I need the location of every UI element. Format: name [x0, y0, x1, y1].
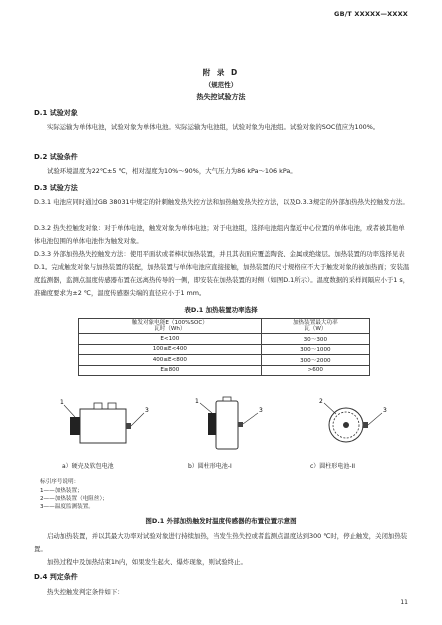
figure-prismatic-cell [50, 395, 160, 459]
figure-caption: 图D.1 外部加热触发时温度传感器的布置位置示意图 [145, 517, 297, 525]
legend-item: 2——加热装置（电阻丝）； [40, 496, 108, 502]
table-cell-power: 300～1000 [261, 344, 369, 355]
leader-line [324, 403, 336, 414]
label-number-2: 2 [319, 398, 323, 405]
subfigure-caption-a: a）硬壳及软包电池 [62, 463, 114, 470]
leader-line [131, 413, 144, 426]
table-cell-energy: 400≤E<800 [79, 355, 262, 366]
section-d2-heading: D.2 试验条件 [34, 153, 78, 161]
temperature-sensor [363, 422, 368, 428]
heater-block [208, 413, 216, 435]
prismatic-cell-body [80, 409, 126, 443]
leader-line [64, 405, 75, 417]
section-d4-text: 热失控触发判定条件如下： [47, 588, 124, 596]
table-cell-energy: E≥800 [79, 365, 262, 376]
legend-item: 3——温度监测装置。 [40, 504, 94, 510]
cell-core [343, 422, 349, 428]
legend-item: 1——加热装置； [40, 488, 83, 494]
header-energy-line2: 瓦时（Wh） [154, 326, 186, 332]
cell-terminal [94, 403, 102, 409]
cell-terminal [223, 397, 231, 401]
leader-line [200, 403, 212, 413]
legend-title: 标引序号说明： [40, 479, 80, 485]
temperature-sensor [238, 422, 243, 427]
section-d4-heading: D.4 判定条件 [34, 573, 78, 581]
appendix-type: （规范性） [204, 81, 238, 89]
table-cell-power: >600 [261, 365, 369, 376]
header-power-line1: 加热装置最大功率 [292, 319, 338, 326]
table-header-energy [79, 319, 262, 334]
table-header-power [261, 319, 369, 334]
power-selection-table [78, 318, 370, 376]
table-cell-energy: 100≤E<400 [79, 344, 262, 355]
paragraph-heating-start: 启动加热装置，并以其最大功率对试验对象进行持续加热，当发生热失控或者监测点温度达到300 ℃时，停止触发，关闭加热装置。 [34, 532, 408, 553]
paragraph-heating-end: 加热过程中及加热结束1h内，如果发生起火、爆炸现象，则试验终止。 [47, 558, 247, 566]
leader-line [368, 413, 382, 425]
clause-d3-1: D.3.1 电池应同时通过GB 38031中规定的针刺触发热失控方法和加热触发热失控方法，以及D.3.3规定的外部加热热失控触发方法。 [34, 198, 409, 206]
appendix-label: 附 录 D [202, 68, 240, 77]
temperature-sensor [126, 423, 131, 429]
table-row [79, 334, 370, 345]
table-row [79, 344, 370, 355]
leader-line [243, 413, 258, 424]
table-cell-power: 30～300 [261, 334, 369, 345]
label-number-1: 1 [195, 398, 199, 405]
heater-block [70, 417, 80, 435]
clause-d3-3: D.3.3 外部加热热失控触发方法：使用平面状或者棒状加热装置，并且其表面应覆盖陶瓷、金属或绝缘层。加热装置的功率选择见表D.1。完成触发对象与加热装置的装配，加热装置与单体电池应直接接触，加热装置的尺寸规格应不大于触发对象的被加热面；安装温度监测器，监测点温度传感器布置在远离热传导的一侧，即安装在加热装置的对侧（如图D.1所示）。温度数据的采样间隔应小于1 s，准确度要求为±2 ℃，温度传感器尖端的直径应小于1 mm。 [34, 250, 410, 297]
header-energy-line1: 触发对象电能E（100%SOC） [131, 319, 208, 326]
table-header-row [79, 319, 370, 334]
figure-cylindrical-cell-1 [178, 395, 278, 459]
table-cell-energy: E<100 [79, 334, 262, 345]
page-number: 11 [400, 599, 408, 606]
label-number-1: 1 [60, 399, 64, 406]
label-number-3: 3 [145, 407, 149, 414]
label-number-3: 3 [259, 407, 263, 414]
standard-number: GB/T XXXXX—XXXX [334, 10, 408, 18]
section-d2-text: 试验环境温度为22℃±5 ℃，相对湿度为10%～90%，大气压力为86 kPa～106 kPa。 [47, 167, 297, 175]
section-d3-heading: D.3 试验方法 [34, 184, 78, 192]
subfigure-caption-c: c）圆柱形电池-II [310, 463, 356, 470]
cell-terminal [108, 403, 116, 409]
table-caption: 表D.1 加热装置功率选择 [184, 306, 258, 314]
section-d1-heading: D.1 试验对象 [34, 109, 78, 117]
section-d1-text: 实际运输为单体电池，试验对象为单体电池。实际运输为电池组，试验对象为电池组。试验对象的SOC值应为100%。 [47, 123, 380, 131]
figure-cylindrical-cell-2 [300, 395, 400, 459]
cylindrical-cell-body [216, 401, 238, 449]
table-cell-power: 300～2000 [261, 355, 369, 366]
table-row [79, 355, 370, 366]
subfigure-caption-b: b）圆柱形电池-I [188, 463, 232, 470]
header-power-line2: 瓦（W） [304, 326, 327, 332]
appendix-title: 热失控试验方法 [196, 93, 246, 101]
table-row [79, 365, 370, 376]
clause-d3-2: D.3.2 热失控触发对象：对于单体电池，触发对象为单体电池；对于电池组，选择电池组内靠近中心位置的单体电池，或者被其他单体电池包围的单体电池作为触发对象。 [34, 224, 405, 245]
label-number-3: 3 [383, 407, 387, 414]
